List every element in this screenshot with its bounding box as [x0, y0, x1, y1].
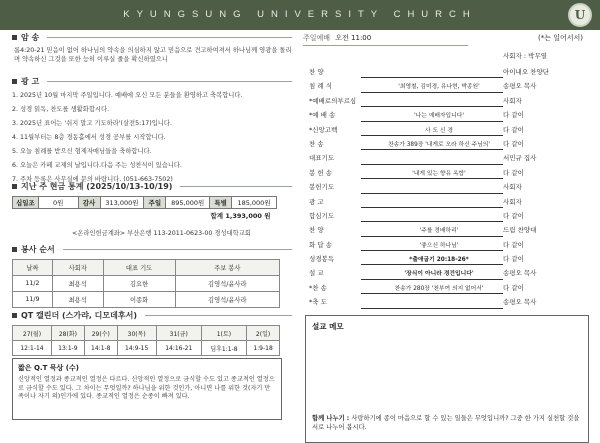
qt-passage: 14:16-21	[156, 341, 201, 356]
notices-section	[12, 76, 292, 187]
notice-item: 4. 11월부터는 8층 경동홀에서 성경 공부를 시작합니다.	[12, 134, 166, 141]
notice-item: 5. 오늘 침례를 받으신 형제자매님들을 축하합니다.	[12, 148, 152, 155]
square-bullet-icon	[12, 184, 17, 189]
notice-item: 1. 2025년 10월 마지막 주일입니다. 예배에 오신 모든 분들을 환영하고 축복합니다.	[12, 92, 243, 99]
recitation-heading: 암 송	[12, 32, 292, 43]
worship-row: 봉 헌 송 '내게 있는 향유 옥합' 다 같이	[303, 166, 593, 180]
column-header: 주보 봉사	[175, 260, 279, 276]
header-banner	[0, 0, 600, 30]
qt-day: 27(월)	[13, 326, 52, 341]
offering-amount: 185,000원	[232, 197, 277, 209]
worship-row: 찬 양 아이내오 찬양단	[303, 65, 593, 79]
qt-passage: 12:1-14	[13, 341, 52, 356]
left-column	[12, 32, 292, 424]
qt-passage: 14:9-15	[117, 341, 156, 356]
qt-day: 28(화)	[51, 326, 84, 341]
recitation-text: 롬4:20-21 믿음이 없어 하나님의 약속을 의심하지 않고 믿음으로 견고하여져서 하나님께 영광을 돌리며 약속하신 그것을 또한 능히 이루실 줄을 확신하였으니	[14, 47, 292, 64]
sermon-memo-box	[305, 315, 589, 443]
qt-heading: QT 캘린더 (스가랴, 디모데후서)	[12, 310, 292, 321]
online-account: <온라인헌금계좌> 부산은행 113-2011-0623-00 경성대학교회	[72, 229, 251, 237]
offering-amount: 313,000원	[100, 197, 144, 209]
offering-label: 주일	[144, 197, 166, 209]
qt-passage: 1:9-18	[247, 341, 280, 356]
qt-passage: 딤후1:1-8	[201, 341, 246, 356]
column-header: 날짜	[13, 260, 53, 276]
worship-row: 봉헌기도 사회자	[303, 180, 593, 194]
worship-row: 설 교 '장식이 아니라 경건입니다' 송평오 목사	[303, 266, 593, 280]
table-row: 11/2 최용석 김요한 김영석/윤사라	[13, 276, 280, 292]
service-order-section	[12, 244, 292, 308]
worship-row: 침 례 식 '최영철, 김미경, 유나현, 박종원' 송평오 목사	[303, 79, 593, 93]
qt-passage: 14:1-8	[84, 341, 117, 356]
meditation-text: 신앙적인 열정과 종교적인 열정은 다르다. 신앙적인 열정으로 금식할 수도 있고 종교적인 열정으로 금식할 수도 있다. 그 차이는 무엇일까? 하나님을 위한 것인가, 아니면 나를 위한 것(자기 만족이나 자기 의)인가에 있다. 종교적인 열정은 순종이 빠져 있다.	[18, 376, 275, 401]
worship-row: *축 도 송평오 목사	[303, 295, 593, 309]
worship-row: 성경봉독 *출애굽기 20:18-26* 다 같이	[303, 252, 593, 266]
right-column	[303, 30, 593, 431]
notice-item: 6. 오늘은 카페 교제의 날입니다.다음 주는 성찬식이 있습니다.	[12, 162, 183, 169]
notices-heading: 광 고	[12, 76, 292, 87]
worship-row: *예배로의부르심 사회자	[303, 94, 593, 108]
university-logo: U	[568, 3, 592, 27]
qt-day: 1(토)	[201, 326, 246, 341]
recitation-section	[12, 32, 292, 64]
qt-day: 30(목)	[117, 326, 156, 341]
church-name: KYUNGSUNG UNIVERSITY CHURCH	[123, 9, 477, 20]
notice-item: 7. 주차 등록은 사무실에 문의 바랍니다. (051-663-7502)	[12, 176, 173, 183]
worship-order	[303, 65, 593, 310]
notices-list	[12, 89, 292, 187]
offering-label: 십일조	[13, 197, 39, 209]
presider: 사회자 : 박무열	[503, 52, 547, 60]
worship-time: 오전 11:00	[335, 34, 372, 42]
memo-title: 설교 메모	[312, 322, 344, 331]
worship-row: 화 답 송 '좋으신 하나님' 다 같이	[303, 238, 593, 252]
worship-row: 찬 송 찬송가 389장 '내게로 오라 하신 주님의' 다 같이	[303, 137, 593, 151]
square-bullet-icon	[12, 313, 17, 318]
share-label: 함께 나누기 :	[312, 414, 350, 422]
share-text: 사랑하기에 종이 마음으로 할 수 있는 일들은 무엇입니까? 그중 한 가지 실천할 것을 서로 나누어 봅시다.	[312, 414, 580, 431]
offering-heading: 지난 주 현금 통계 (2025/10/13-10/19)	[12, 181, 292, 192]
offering-table	[12, 196, 277, 222]
offering-label: 감사	[78, 197, 100, 209]
qt-day: 2(일)	[247, 326, 280, 341]
qt-section	[12, 310, 292, 356]
square-bullet-icon	[12, 247, 17, 252]
worship-header	[303, 33, 593, 45]
offering-section	[12, 181, 292, 237]
worship-row: *예 배 송 '나는 예배자입니다' 다 같이	[303, 108, 593, 122]
worship-row: 합심기도 다 같이	[303, 209, 593, 223]
square-bullet-icon	[12, 79, 17, 84]
worship-row: 대표기도 서민규 집사	[303, 151, 593, 165]
qt-passage: 13:1-9	[51, 341, 84, 356]
service-order-heading: 봉사 순서	[12, 244, 292, 255]
qt-day: 31(금)	[156, 326, 201, 341]
notice-item: 3. 2025년 표어는 '쉬지 말고 기도하라'(살전5:17)입니다.	[12, 120, 172, 127]
table-row: 11/9 최용석 이종화 김영석/윤사라	[13, 292, 280, 308]
worship-row: *신앙고백 사 도 신 경 다 같이	[303, 123, 593, 137]
offering-amount: 895,000원	[166, 197, 210, 209]
share-section	[312, 414, 580, 432]
column-header: 사회자	[52, 260, 103, 276]
qt-calendar-table	[12, 325, 280, 356]
offering-total: 합계 1,393,000 원	[210, 211, 271, 220]
standing-note: (*는 일어서서)	[538, 34, 583, 42]
worship-row: 찬 양 '주를 경배하리' 드림 찬양대	[303, 223, 593, 237]
worship-row: *찬 송 찬송가 280장 '천부여 의지 없어서' 다 같이	[303, 281, 593, 295]
offering-label: 특별	[210, 197, 232, 209]
qt-meditation-box	[12, 358, 282, 420]
worship-title: 주일예배	[303, 34, 331, 42]
offering-amount: 0원	[38, 197, 78, 209]
service-order-table	[12, 259, 280, 308]
worship-row: 광 고 사회자	[303, 195, 593, 209]
column-header: 대표 기도	[103, 260, 175, 276]
meditation-title: 짧은 Q.T 묵상 (수)	[18, 364, 79, 372]
qt-day: 29(수)	[84, 326, 117, 341]
square-bullet-icon	[12, 35, 17, 40]
notice-item: 2. 성경 읽독, 찬도를 생활화합시다.	[12, 106, 110, 113]
